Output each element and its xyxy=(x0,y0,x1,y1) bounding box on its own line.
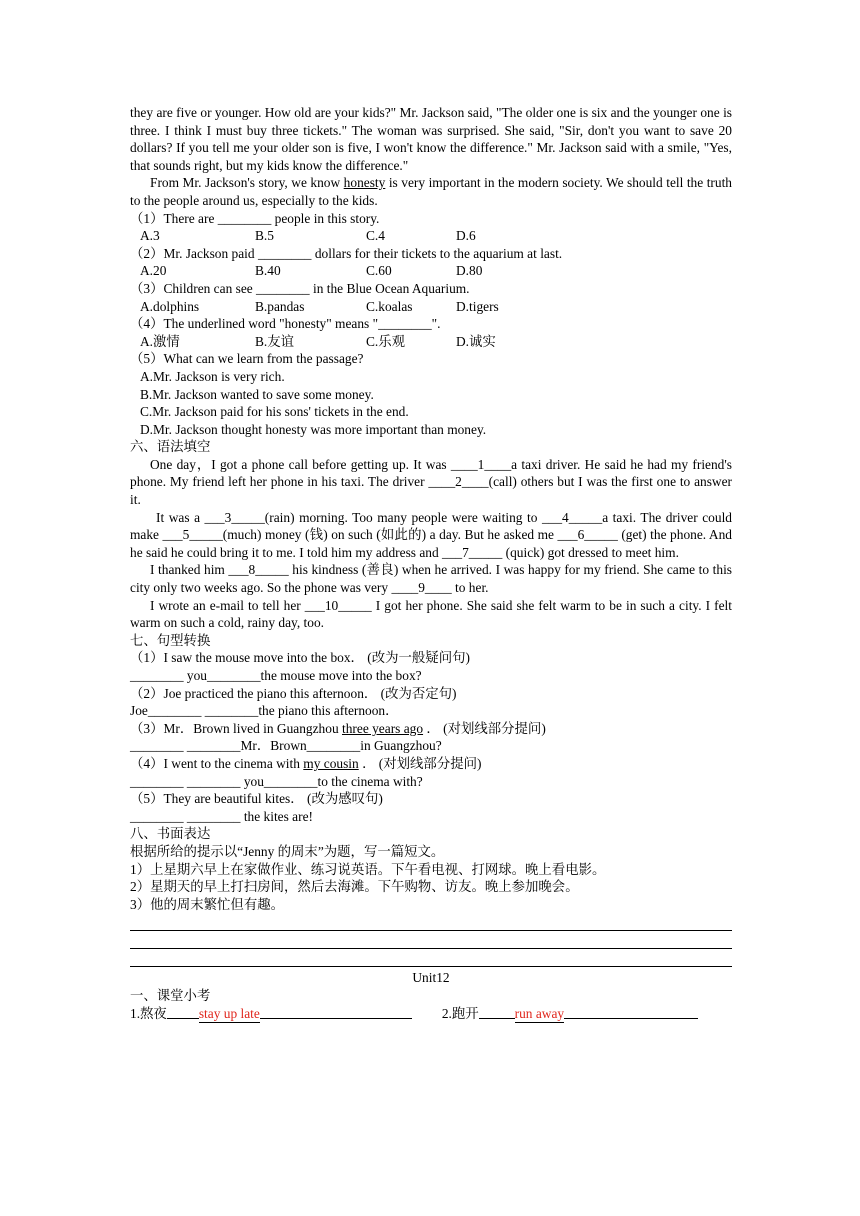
question-5: （5）What can we learn from the passage? xyxy=(130,351,364,367)
sentence-3-post: ． (对划线部分提问) xyxy=(423,720,546,736)
option-b: B.pandas xyxy=(255,298,305,314)
quiz-heading: 一、课堂小考 xyxy=(130,987,211,1003)
question-4-options xyxy=(140,333,732,351)
transform-answer-5: ________ ________ the kites are! xyxy=(130,808,313,824)
para2-text-post: is very important in the modern society. We should tell the truth to the people around us, especially to the kids. xyxy=(130,175,732,208)
writing-heading: 八、书面表达 xyxy=(130,826,211,842)
option-c: C.60 xyxy=(366,263,392,279)
quiz-item-2-label: 2.跑开 xyxy=(441,1005,479,1021)
option-c: C.乐观 xyxy=(366,333,406,349)
grammar-paragraph-4: I wrote an e-mail to tell her ___10_____ I got her phone. She said she felt warm to be in such a city. I felt warm on such a cold, rainy day, too. xyxy=(130,597,732,631)
option-a: A.20 xyxy=(140,263,167,279)
quiz-item-2-answer: run away xyxy=(515,1005,564,1024)
transform-sentence-5: （5）They are beautiful kites． (改为感叹句) xyxy=(130,791,383,807)
option-d: D.6 xyxy=(456,228,476,244)
worksheet-page xyxy=(130,104,732,1023)
quiz-item-1-answer: stay up late xyxy=(199,1005,260,1024)
writing-line-3 xyxy=(130,949,732,967)
sentence-4-post: ． (对划线部分提问) xyxy=(358,755,482,771)
writing-item-1: 1）上星期六早上在家做作业、练习说英语。下午看电视、打网球。晚上看电影。 xyxy=(130,861,606,877)
option-a: A.3 xyxy=(140,228,160,244)
option-a: A.dolphins xyxy=(140,298,200,314)
question-2-options xyxy=(140,262,732,280)
sentence-4-pre: （4）I went to the cinema with xyxy=(130,755,304,771)
writing-item-2: 2）星期天的早上打扫房间，然后去海滩。下午购物、访友。晚上参加晚会。 xyxy=(130,879,579,895)
question-2: （2）Mr. Jackson paid ________ dollars for their tickets to the aquarium at last. xyxy=(130,245,563,261)
option-b: B.5 xyxy=(255,228,274,244)
writing-intro: 根据所给的提示以“Jenny 的周末”为题，写一篇短文。 xyxy=(130,843,445,859)
quiz-item-1-label: 1.熬夜 xyxy=(130,1005,167,1021)
quiz-row-1 xyxy=(130,1005,732,1024)
sentence-3-pre: （3）Mr．Brown lived in Guangzhou xyxy=(130,720,342,736)
question-1: （1）There are ________ people in this story. xyxy=(130,210,380,226)
para2-text-pre: From Mr. Jackson's story, we know xyxy=(150,175,344,191)
writing-line-1 xyxy=(130,913,732,931)
question-3: （3）Children can see ________ in the Blue Ocean Aquarium. xyxy=(130,280,470,296)
reading-paragraph-2 xyxy=(130,174,732,209)
question-4: （4）The underlined word "honesty" means "________". xyxy=(130,316,441,332)
option-d: D.80 xyxy=(456,263,483,279)
writing-line-2 xyxy=(130,931,732,949)
transform-sentence-2: （2）Joe practiced the piano this afternoon． (改为否定句) xyxy=(130,685,457,701)
option-b: B.40 xyxy=(255,263,281,279)
question-5-option-d: D.Mr. Jackson thought honesty was more important than money. xyxy=(140,421,487,437)
sentence-3-underlined: three years ago xyxy=(342,720,424,736)
grammar-paragraph-1: One day，I got a phone call before getting up. It was ____1____a taxi driver. He said he had my friend's phone. My friend left her phone in his taxi. The driver ____2____(call) others but I was the first one to answer it. xyxy=(130,456,732,508)
transform-answer-1: ________ you________the mouse move into the box? xyxy=(130,668,422,683)
transform-heading: 七、句型转换 xyxy=(130,632,211,648)
transform-sentence-1: （1）I saw the mouse move into the box． (改为一般疑问句) xyxy=(130,650,470,666)
transform-answer-2: Joe________ ________the piano this afternoon． xyxy=(130,703,399,719)
reading-paragraph-1: they are five or younger. How old are your kids?" Mr. Jackson said, "The older one is six and the younger one is three. I think I must buy three tickets." The woman was surprised. She said, "Sir, don't you want to save 20 dollars? If you tell me your older son is five, I won't know the difference." Mr. Jackson said with a smile, "Yes, that sounds right, but my kids know the difference." xyxy=(130,105,732,173)
underlined-word-honesty: honesty xyxy=(343,175,386,191)
grammar-paragraph-3: I thanked him ___8_____ his kindness (善良) when he arrived. I was happy for my friend. She came to this city only two weeks ago. So the phone was very ____9____ to her. xyxy=(130,562,732,596)
option-d: D.tigers xyxy=(456,298,499,314)
grammar-heading: 六、语法填空 xyxy=(130,439,211,455)
question-5-option-a: A.Mr. Jackson is very rich. xyxy=(140,368,285,384)
question-5-option-c: C.Mr. Jackson paid for his sons' tickets in the end. xyxy=(140,404,409,420)
option-c: C.4 xyxy=(366,228,385,244)
question-1-options xyxy=(140,227,732,245)
option-a: A.激情 xyxy=(140,333,180,349)
sentence-4-underlined: my cousin xyxy=(303,755,359,771)
transform-answer-3: ________ ________Mr．Brown________in Guangzhou? xyxy=(130,738,442,754)
grammar-paragraph-2: It was a ___3_____(rain) morning. Too many people were waiting to ___4_____a taxi. The driver could make ___5_____(much) money (钱) on such (如此的) a day. But he asked me ___6_____ (get) the phone. And he said he could bring it to me. I told him my address and ___7_____ (quick) got dressed to meet him. xyxy=(130,509,732,560)
option-d: D.诚实 xyxy=(456,333,496,349)
unit-title: Unit12 xyxy=(412,970,450,986)
question-3-options xyxy=(140,298,732,316)
writing-item-3: 3）他的周末繁忙但有趣。 xyxy=(130,896,284,912)
question-5-option-b: B.Mr. Jackson wanted to save some money. xyxy=(140,386,374,402)
transform-sentence-3 xyxy=(130,720,732,738)
option-b: B.友谊 xyxy=(255,333,295,349)
transform-answer-4: ________ ________ you________to the cinema with? xyxy=(130,773,423,789)
transform-sentence-4 xyxy=(130,755,732,773)
option-c: C.koalas xyxy=(366,298,413,314)
